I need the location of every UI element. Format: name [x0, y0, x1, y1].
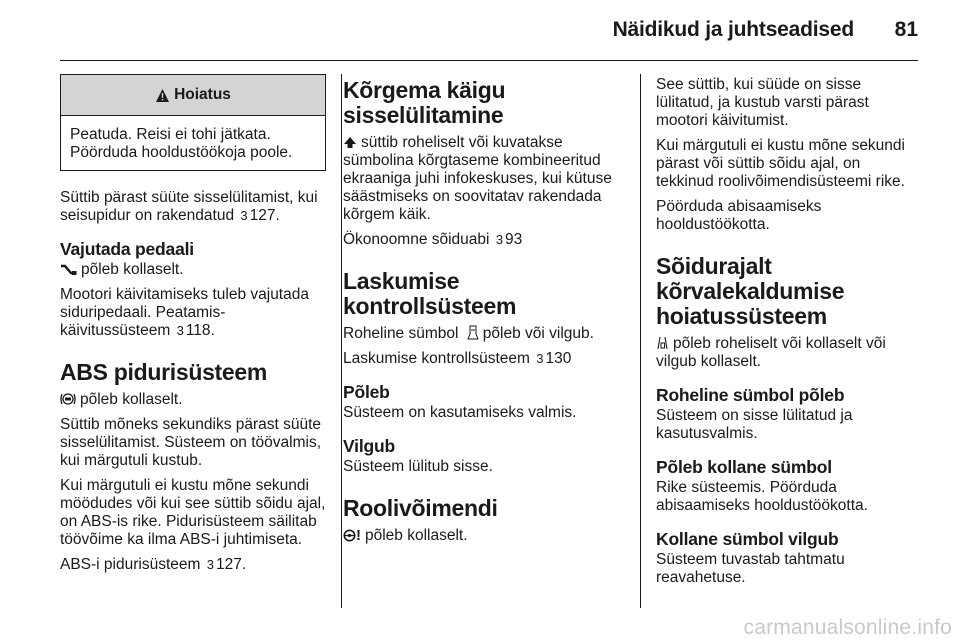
paragraph: See süttib, kui süüde on sisse lülitatud, ja kustub varsti pärast mootori käivitumist.: [656, 76, 869, 129]
pedal-icon: [60, 261, 77, 279]
paragraph: Kui märgutuli ei kustu mõne sekundi pärast või süttib sõidu ajal, on tekkinud roolivõimendisüsteemi rike.: [656, 137, 905, 190]
section-heading: Roolivõimendi: [343, 495, 498, 521]
page-ref: 127.: [215, 556, 247, 573]
paragraph: [343, 350, 625, 368]
paragraph: Kui märgutuli ei kustu mõne sekundi möödudes või kui see süttib sõidu ajal, on ABS-is rike. Pidurisüsteem säilitab töövõime ka ilma ABS-i juhtimiseta.: [60, 477, 326, 548]
paragraph: [60, 556, 326, 574]
warning-header: [61, 75, 325, 116]
paragraph-text: ABS-i pidurisüsteem: [60, 556, 201, 573]
paragraph: Süsteem tuvastab tahtmatu reavahetuse.: [656, 551, 845, 586]
page-ref: 93: [505, 231, 523, 248]
status-line: [343, 527, 625, 545]
paragraph-text: Mootori käivitamiseks tuleb vajutada siduripedaali. Peatamis-käivitussüsteem: [60, 286, 309, 339]
subsection-heading: Põleb kollane sümbol: [656, 457, 832, 477]
steering-icon-mark: !: [356, 527, 361, 544]
paragraph: [343, 134, 625, 224]
page-header-title: Näidikud ja juhtseadised: [612, 18, 854, 41]
paragraph: Süsteem lülitub sisse.: [343, 458, 493, 475]
paragraph: [60, 286, 326, 340]
gear-shift-up-icon: [343, 134, 357, 152]
warning-triangle-icon: [155, 88, 170, 103]
status-line: [656, 335, 921, 371]
status-text: põleb kollaselt.: [80, 391, 183, 408]
page-ref: 127.: [249, 207, 280, 224]
paragraph-text: põleb või vilgub.: [482, 325, 594, 342]
paragraph: [60, 189, 326, 225]
warning-box: [60, 74, 326, 171]
page-ref: 118.: [185, 322, 215, 339]
paragraph: Süsteem on kasutamiseks valmis.: [343, 404, 577, 421]
subsection-heading: Põleb: [343, 382, 390, 402]
section-heading: Vajutada pedaali: [60, 239, 194, 259]
page-ref-arrow-icon: 3: [495, 232, 504, 247]
paragraph-text: Süttib pärast süüte sisselülitamist, kui seisupidur on rakendatud: [60, 189, 318, 224]
paragraph: Rike süsteemis. Pöörduda abisaamiseks hooldustöökotta.: [656, 479, 868, 514]
column-1: [60, 70, 326, 581]
subsection-heading: Vilgub: [343, 436, 395, 456]
paragraph: Süsteem on sisse lülitatud ja kasutusvalmis.: [656, 407, 853, 442]
descent-control-icon: [467, 325, 479, 343]
column-2: [343, 70, 625, 552]
column-divider: [341, 74, 342, 608]
steering-wheel-icon: [343, 527, 361, 545]
column-divider: [640, 74, 641, 608]
paragraph-text: Roheline sümbol: [343, 325, 459, 342]
status-text: põleb roheliselt või kollaselt või vilgub kollaselt.: [656, 335, 886, 370]
status-line: [60, 261, 326, 279]
section-heading: Laskumise kontrollsüsteem: [343, 268, 517, 319]
paragraph-text: süttib roheliselt või kuvatakse sümbolina kõrgtaseme kombineeritud ekraaniga juhi infokeskuses, kui kütuse säästmiseks on soovitatav rakendada kõrgem käik.: [343, 134, 612, 223]
warning-body: [61, 116, 325, 170]
status-text: põleb kollaselt.: [81, 261, 184, 278]
page-ref-arrow-icon: 3: [206, 557, 214, 572]
paragraph: Pöörduda abisaamiseks hooldustöökotta.: [656, 198, 822, 233]
subsection-heading: Roheline sümbol põleb: [656, 385, 845, 405]
header-rule: [60, 60, 918, 61]
page-ref-arrow-icon: 3: [176, 323, 184, 338]
warning-title: Hoiatus: [174, 86, 231, 103]
paragraph: [343, 325, 625, 343]
paragraph-text: Ökonoomne sõiduabi: [343, 231, 490, 248]
paragraph: Süttib mõneks sekundiks pärast süüte sisselülitamist. Süsteem on töövalmis, kui märgutuli kustub.: [60, 416, 322, 469]
page-ref: 130: [545, 350, 572, 367]
status-text: põleb kollaselt.: [365, 527, 468, 544]
subsection-heading: Kollane sümbol vilgub: [656, 529, 839, 549]
section-heading: Sõidurajalt kõrvalekaldumise hoiatussüsteem: [656, 253, 845, 329]
warning-text: Peatuda. Reisi ei tohi jätkata. Pöörduda hooldustöökoja poole.: [70, 126, 293, 161]
status-line: [60, 391, 326, 409]
watermark: carmanualsonline.info: [743, 616, 952, 639]
lane-departure-icon: [656, 335, 669, 353]
paragraph-text: Laskumise kontrollsüsteem: [343, 350, 530, 367]
abs-icon: [60, 391, 76, 409]
page-ref-arrow-icon: 3: [536, 351, 544, 366]
page-number: 81: [894, 18, 918, 41]
page-ref-arrow-icon: 3: [240, 208, 248, 223]
section-heading: Kõrgema käigu sisselülitamine: [343, 77, 506, 128]
section-heading: ABS pidurisüsteem: [60, 359, 268, 385]
column-3: [656, 70, 921, 594]
paragraph: [343, 231, 625, 249]
